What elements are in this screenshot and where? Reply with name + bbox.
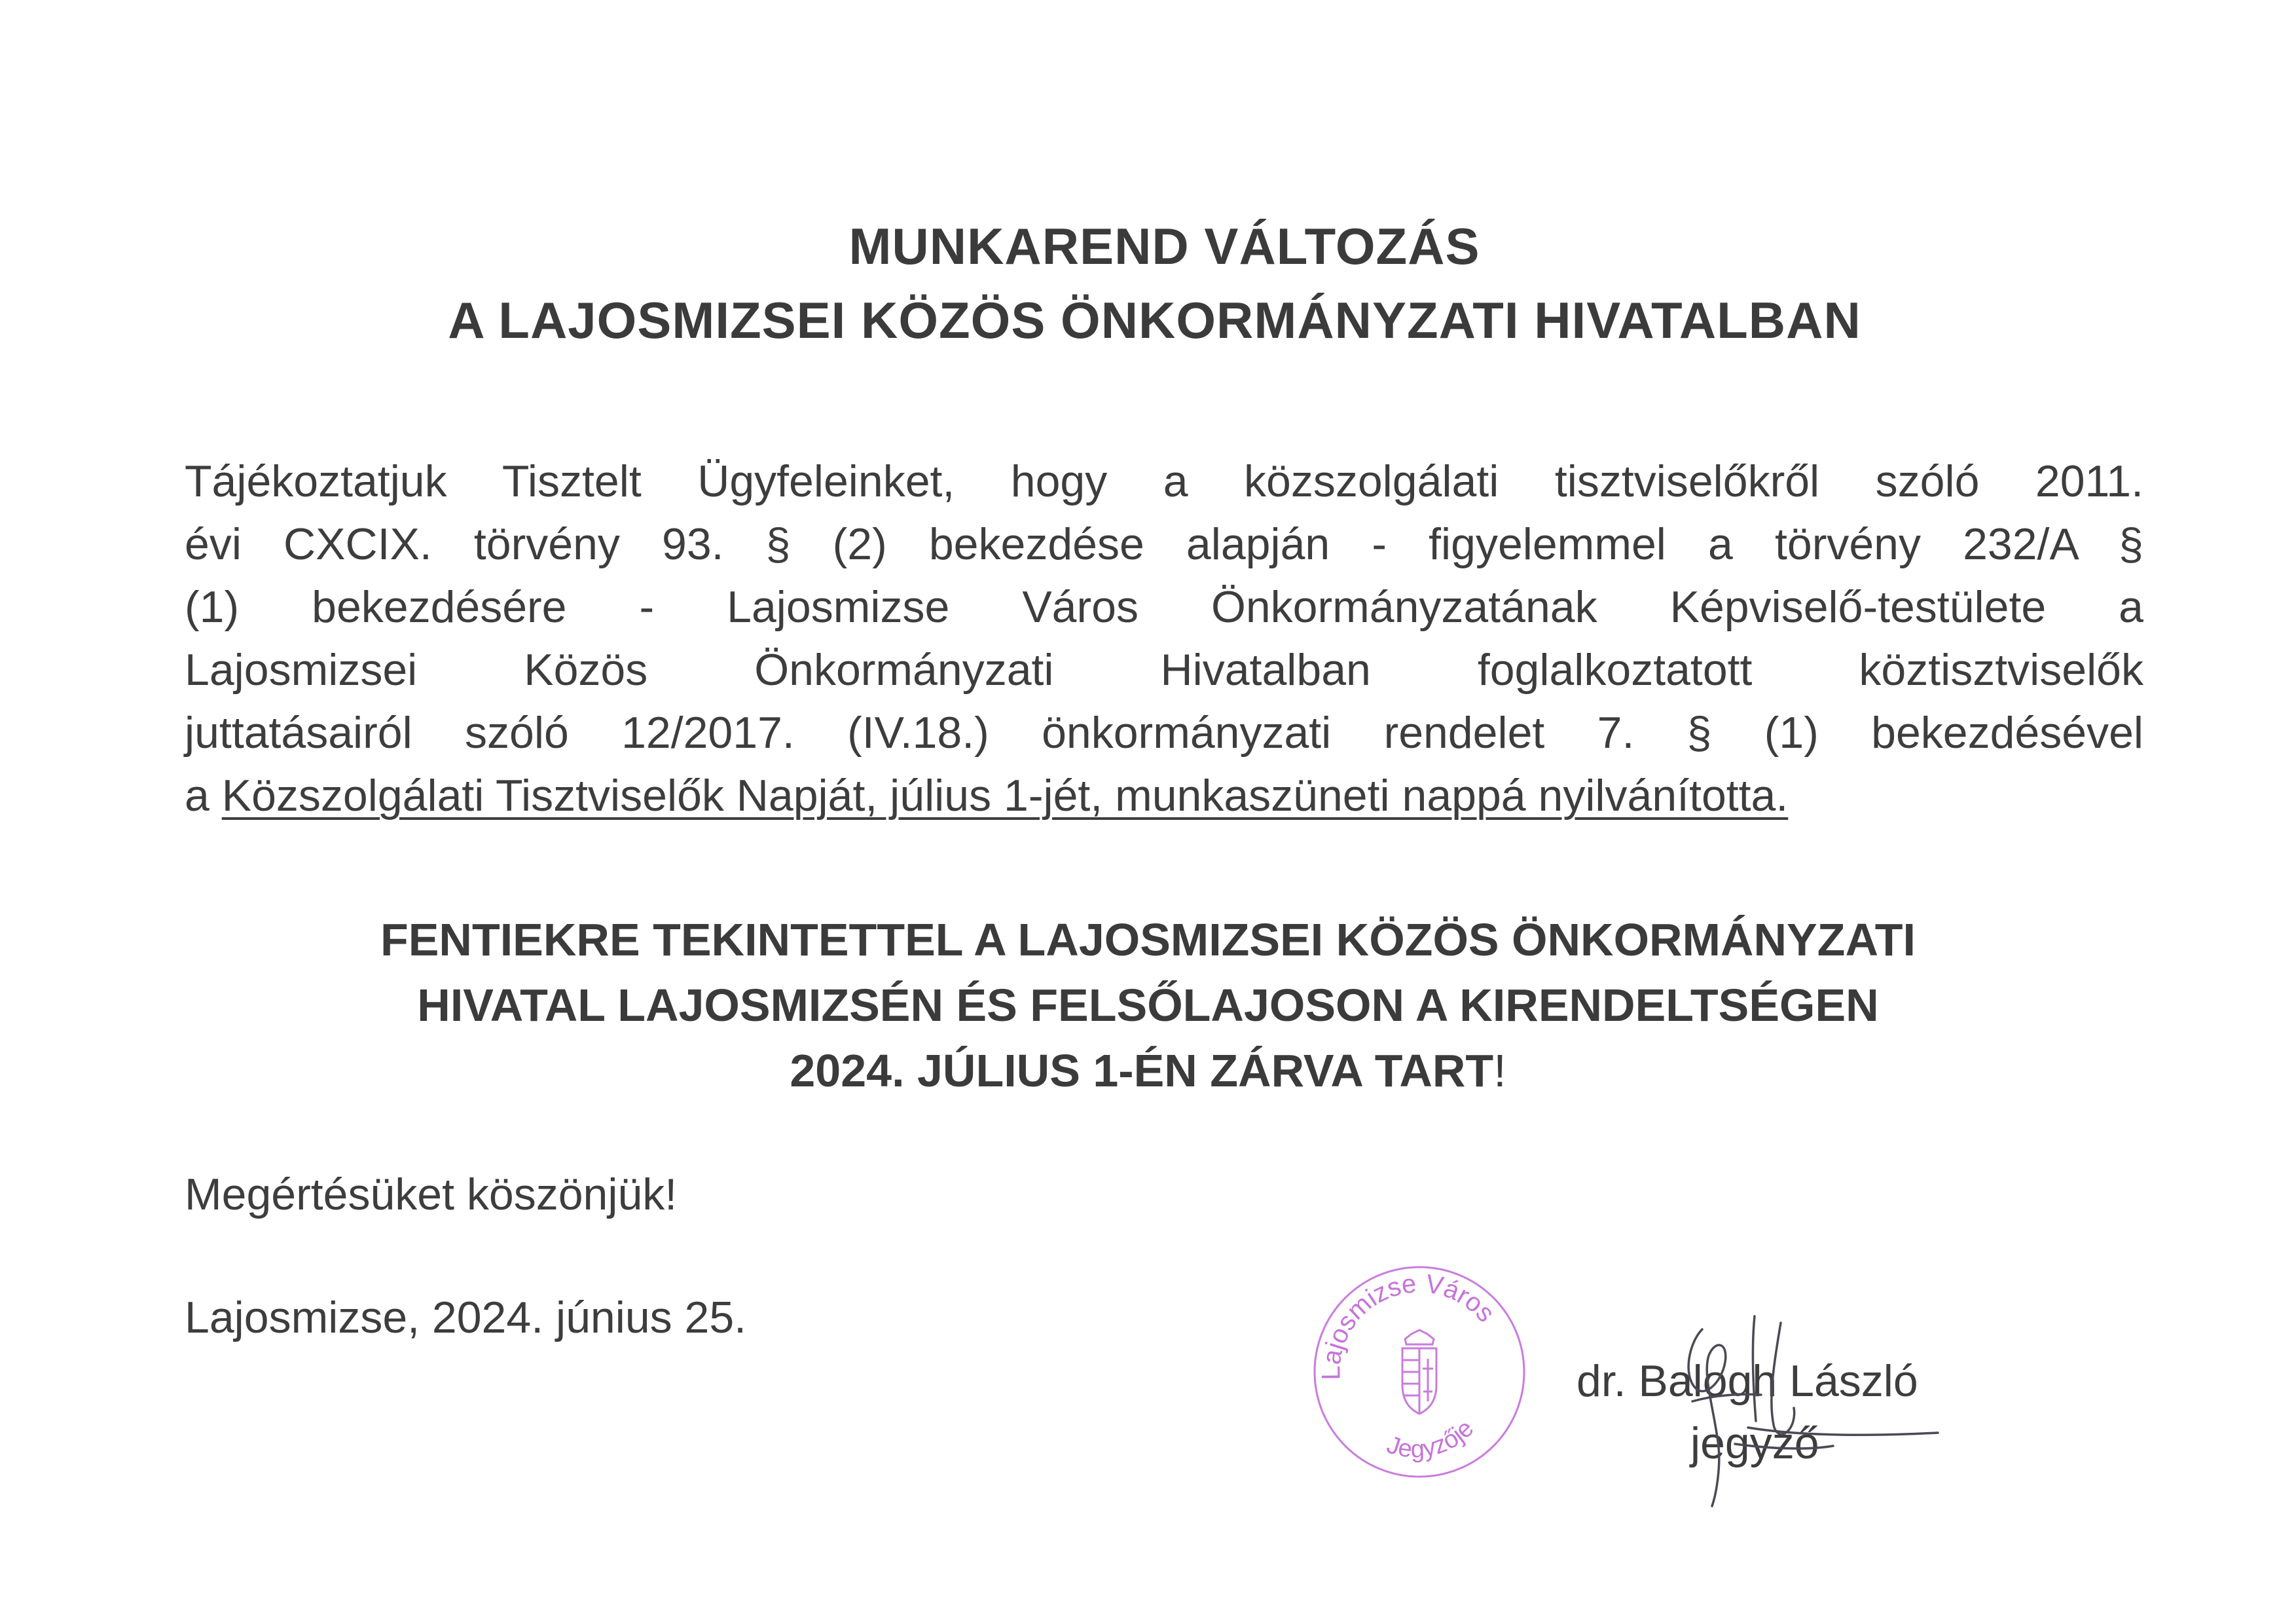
notice-line-3-text: 2024. JÚLIUS 1-ÉN ZÁRVA TART	[790, 1045, 1494, 1096]
signer-name: dr. Balogh László	[1576, 1356, 1918, 1406]
notice-line-1: FENTIEKRE TEKINTETTEL A LAJOSMIZSEI KÖZÖS ÖNKORMÁNYZATI	[380, 914, 1916, 965]
notice-line-3	[0, 1038, 2296, 1103]
svg-text:Jegyzője	[1383, 1414, 1479, 1463]
underlined-statement: Közszolgálati Tisztviselők Napját, július 1-jét, munkaszüneti nappá nyilvánította.	[221, 771, 1789, 821]
thanks-text: Megértésüket köszönjük!	[185, 1170, 678, 1219]
document-title-line-2: A LAJOSMIZSEI KÖZÖS ÖNKORMÁNYZATI HIVATALBAN	[448, 291, 1861, 349]
official-stamp	[1308, 1261, 1531, 1483]
body-line: Tájékoztatjuk Tisztelt Ügyfeleinket, hogy a közszolgálati tisztviselőkről szóló 2011.	[185, 456, 2143, 506]
body-last-line-prefix: a	[185, 771, 222, 821]
body-last-line	[185, 764, 2143, 827]
document-title-line-1: MUNKAREND VÁLTOZÁS	[848, 217, 1480, 275]
signer-title: jegyző	[1690, 1418, 1819, 1468]
handwritten-signature	[1676, 1303, 1951, 1519]
stamp-text-bottom: Jegyzője	[1383, 1414, 1480, 1464]
body-line: évi CXCIX. törvény 93. § (2) bekezdése alapján - figyelemmel a törvény 232/A §	[185, 519, 2143, 569]
closure-notice	[0, 907, 2296, 1103]
body-paragraph	[185, 450, 2143, 827]
coat-of-arms-icon	[1402, 1330, 1436, 1414]
place-and-date: Lajosmizse, 2024. június 25.	[185, 1293, 747, 1342]
body-line: Lajosmizsei Közös Önkormányzati Hivatalban foglalkoztatott köztisztviselők	[185, 645, 2143, 695]
stamp-text-top: Lajosmizse Város	[1317, 1269, 1501, 1380]
notice-exclamation: !	[1493, 1045, 1506, 1096]
body-line: juttatásairól szóló 12/2017. (IV.18.) önkormányzati rendelet 7. § (1) bekezdésével	[185, 708, 2143, 758]
body-line: (1) bekezdésére - Lajosmizse Város Önkormányzatának Képviselő-testülete a	[185, 582, 2143, 632]
svg-text:Lajosmizse Város	[1317, 1269, 1500, 1380]
notice-line-2: HIVATAL LAJOSMIZSÉN ÉS FELSŐLAJOSON A KIRENDELTSÉGEN	[417, 980, 1879, 1031]
